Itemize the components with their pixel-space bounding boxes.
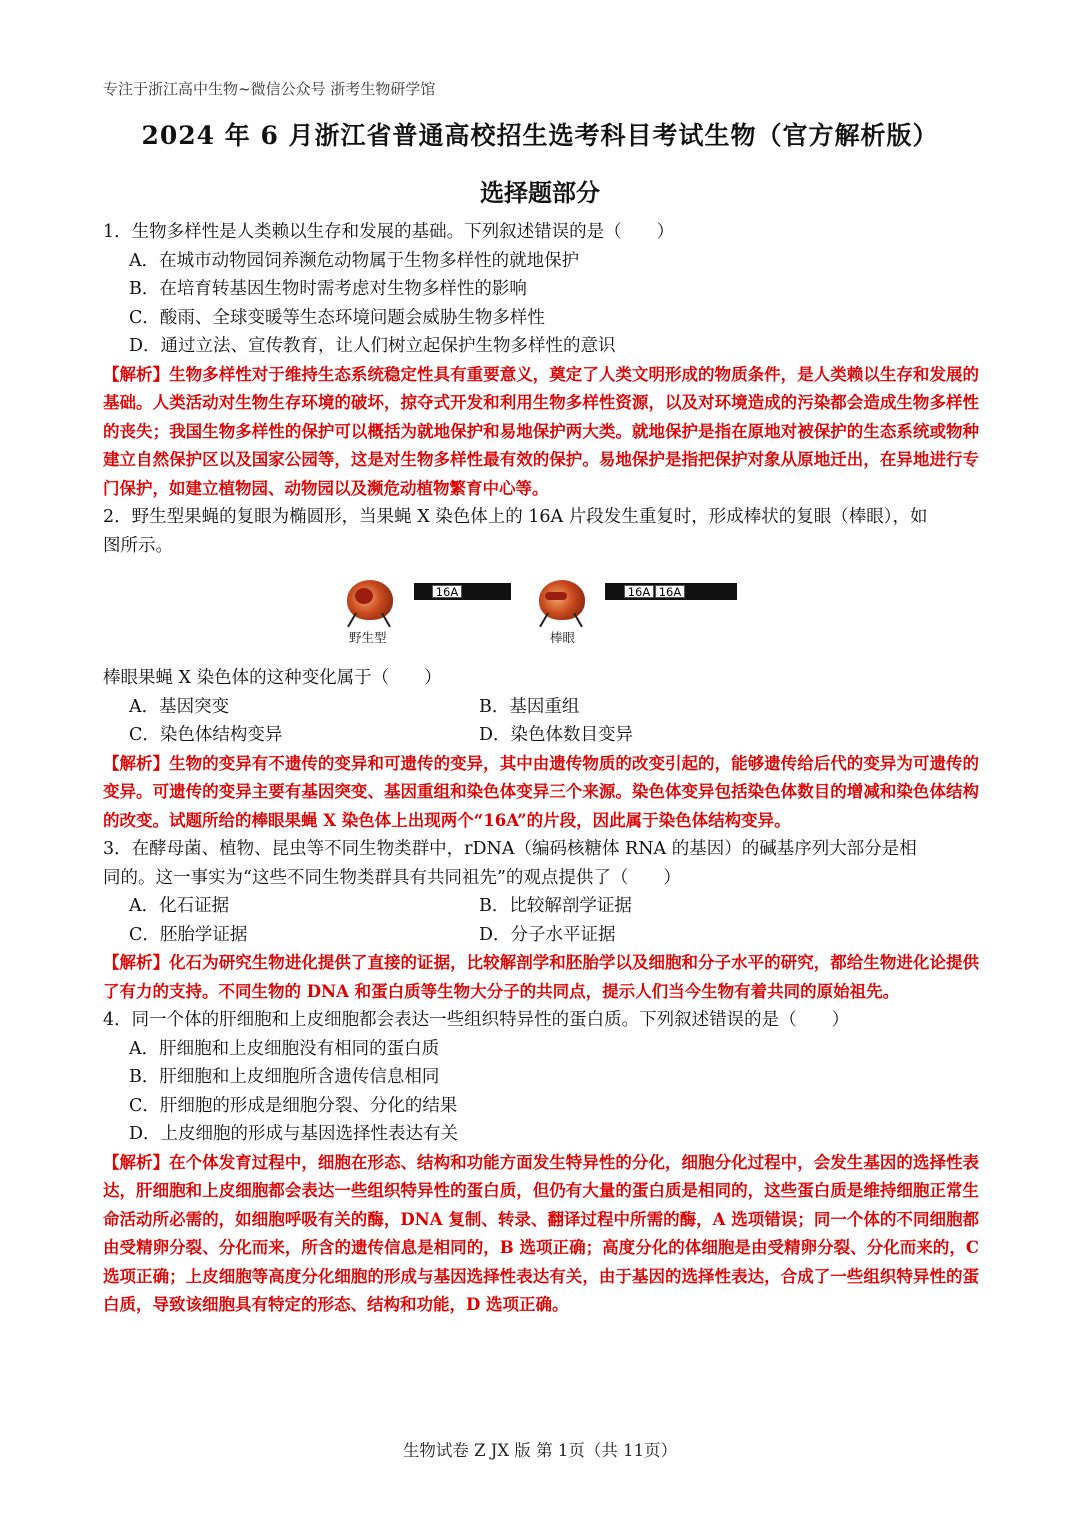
- analysis-text: 【解析】生物多样性对于维持生态系统稳定性具有重要意义，奠定了人类文明形成的物质条件，是人类赖以生存和发展的基础。人类活动对生物生存环境的破坏，掠夺式开发和利用生物多样性资源，以及对环境造成的污染都会造成生物多样性的丧失；我国生物多样性的保护可以概括为就地保护和易地保护两大类。就地保护是指在原地对被保护的生态系统或物种建立自然保护区以及国家公园等，这是对生物多样性最有效的保护。易地保护是指把保护对象从原地迁出，在异地进行专门保护，如建立植物园、动物园以及濒危动植物繁育中心等。: [103, 364, 979, 498]
- question-stem-cont: 图所示。: [103, 535, 173, 556]
- option-a: A．肝细胞和上皮细胞没有相同的蛋白质: [129, 1038, 440, 1059]
- option-c: C．染色体结构变异: [129, 725, 283, 745]
- bar-eye-figure: [103, 568, 979, 660]
- question-4: [103, 1006, 979, 1320]
- question-stem: 4．同一个体的肝细胞和上皮细胞都会表达一些组织特异性的蛋白质。下列叙述错误的是（ ）: [103, 1010, 850, 1030]
- option-row: [103, 693, 979, 722]
- question-1: [103, 218, 979, 503]
- option-b: B．在培育转基因生物时需考虑对生物多样性的影响: [129, 279, 527, 299]
- option-c: C．酸雨、全球变暖等生态环境问题会威胁生物多样性: [129, 307, 545, 328]
- option-row: [103, 892, 979, 921]
- question-stem: 1．生物多样性是人类赖以生存和发展的基础。下列叙述错误的是（ ）: [103, 222, 675, 242]
- question-stem: 2．野生型果蝇的复眼为椭圆形，当果蝇 X 染色体上的 16A 片段发生重复时，形成棒状的复眼（棒眼），如: [103, 507, 928, 527]
- analysis-text: 【解析】生物的变异有不遗传的变异和可遗传的变异，其中由遗传物质的改变引起的，能够遗传给后代的变异为可遗传的变异。可遗传的变异主要有基因突变、基因重组和染色体变异三个来源。染色体变异包括染色体数目的增减和染色体结构的改变。试题所给的棒眼果蝇 X 染色体上出现两个“16A”的片段，因此属于染色体结构变异。: [103, 753, 979, 830]
- option-b: B．基因重组: [479, 696, 580, 717]
- option-d: D．通过立法、宣传教育，让人们树立起保护生物多样性的意识: [129, 336, 616, 356]
- bar-eye-chromosome: [605, 583, 737, 600]
- option-a: A．在城市动物园饲养濒危动物属于生物多样性的就地保护: [129, 250, 580, 271]
- option-b: B．比较解剖学证据: [479, 896, 632, 916]
- wild-type-fly-image: [343, 572, 397, 624]
- wild-type-chromosome: [414, 583, 511, 600]
- option-d: D．上皮细胞的形成与基因选择性表达有关: [129, 1124, 459, 1144]
- analysis-text: 【解析】在个体发育过程中，细胞在形态、结构和功能方面发生特异性的分化，细胞分化过程中，会发生基因的选择性表达，肝细胞和上皮细胞都会表达一些组织特异性的蛋白质，但仍有大量的蛋白质是相同的，这些蛋白质是维持细胞正常生命活动所必需的，如细胞呼吸有关的酶，DNA 复制、转录、翻译过程中所需的酶，A 选项错误；同一个体的不同细胞都由受精卵分裂、分化而来，所含的遗传信息是相同的，B 选项正确；高度分化的体细胞是由受精卵分裂、分化而来的，C 选项正确；上皮细胞等高度分化细胞的形成与基因选择性表达有关，由于基因的选择性表达，合成了一些组织特异性的蛋白质，导致该细胞具有特定的形态、结构和功能，D 选项正确。: [103, 1152, 979, 1314]
- questions: [103, 218, 979, 1320]
- analysis-text: 【解析】化石为研究生物进化提供了直接的证据，比较解剖学和胚胎学以及细胞和分子水平的研究，都给生物进化论提供了有力的支持。不同生物的 DNA 和蛋白质等生物大分子的共同点，提示人们当今生物有着共同的原始祖先。: [103, 953, 979, 1001]
- wild-type-label: 野生型: [349, 630, 387, 645]
- bar-eye-label: 棒眼: [550, 630, 576, 645]
- bar-eye-fly-image: [535, 572, 589, 624]
- option-c: C．肝细胞的形成是细胞分裂、分化的结果: [129, 1095, 458, 1116]
- option-d: D．分子水平证据: [479, 924, 616, 945]
- question-stem: 3．在酵母菌、植物、昆虫等不同生物类群中，rDNA（编码核糖体 RNA 的基因）的碱基序列大部分是相: [103, 839, 917, 859]
- option-a: A．基因突变: [129, 696, 230, 717]
- page-footer: 生物试卷 Z JX 版 第 1页（共 11页）: [402, 1441, 678, 1460]
- question-stem-cont: 棒眼果蝇 X 染色体的这种变化属于（ ）: [103, 668, 442, 688]
- segment-16a: 16A: [432, 585, 462, 598]
- option-c: C．胚胎学证据: [129, 924, 248, 945]
- option-row: [103, 721, 979, 750]
- header-note: 专注于浙江高中生物~微信公众号 浙考生物研学馆: [103, 80, 436, 98]
- segment-16a-duplicate: 16A: [655, 585, 685, 598]
- question-3: [103, 835, 979, 1006]
- question-stem-cont: 同的。这一事实为“这些不同生物类群具有共同祖先”的观点提供了（ ）: [103, 867, 681, 888]
- option-b: B．肝细胞和上皮细胞所含遗传信息相同: [129, 1067, 440, 1087]
- option-d: D．染色体数目变异: [479, 725, 634, 745]
- segment-16a: 16A: [624, 585, 654, 598]
- page-title: 2024 年 6 月浙江省普通高校招生选考科目考试生物（官方解析版）: [141, 121, 939, 150]
- question-2: [103, 503, 979, 835]
- option-row: [103, 921, 979, 950]
- option-a: A．化石证据: [129, 896, 230, 916]
- section-title: 选择题部分: [480, 178, 600, 207]
